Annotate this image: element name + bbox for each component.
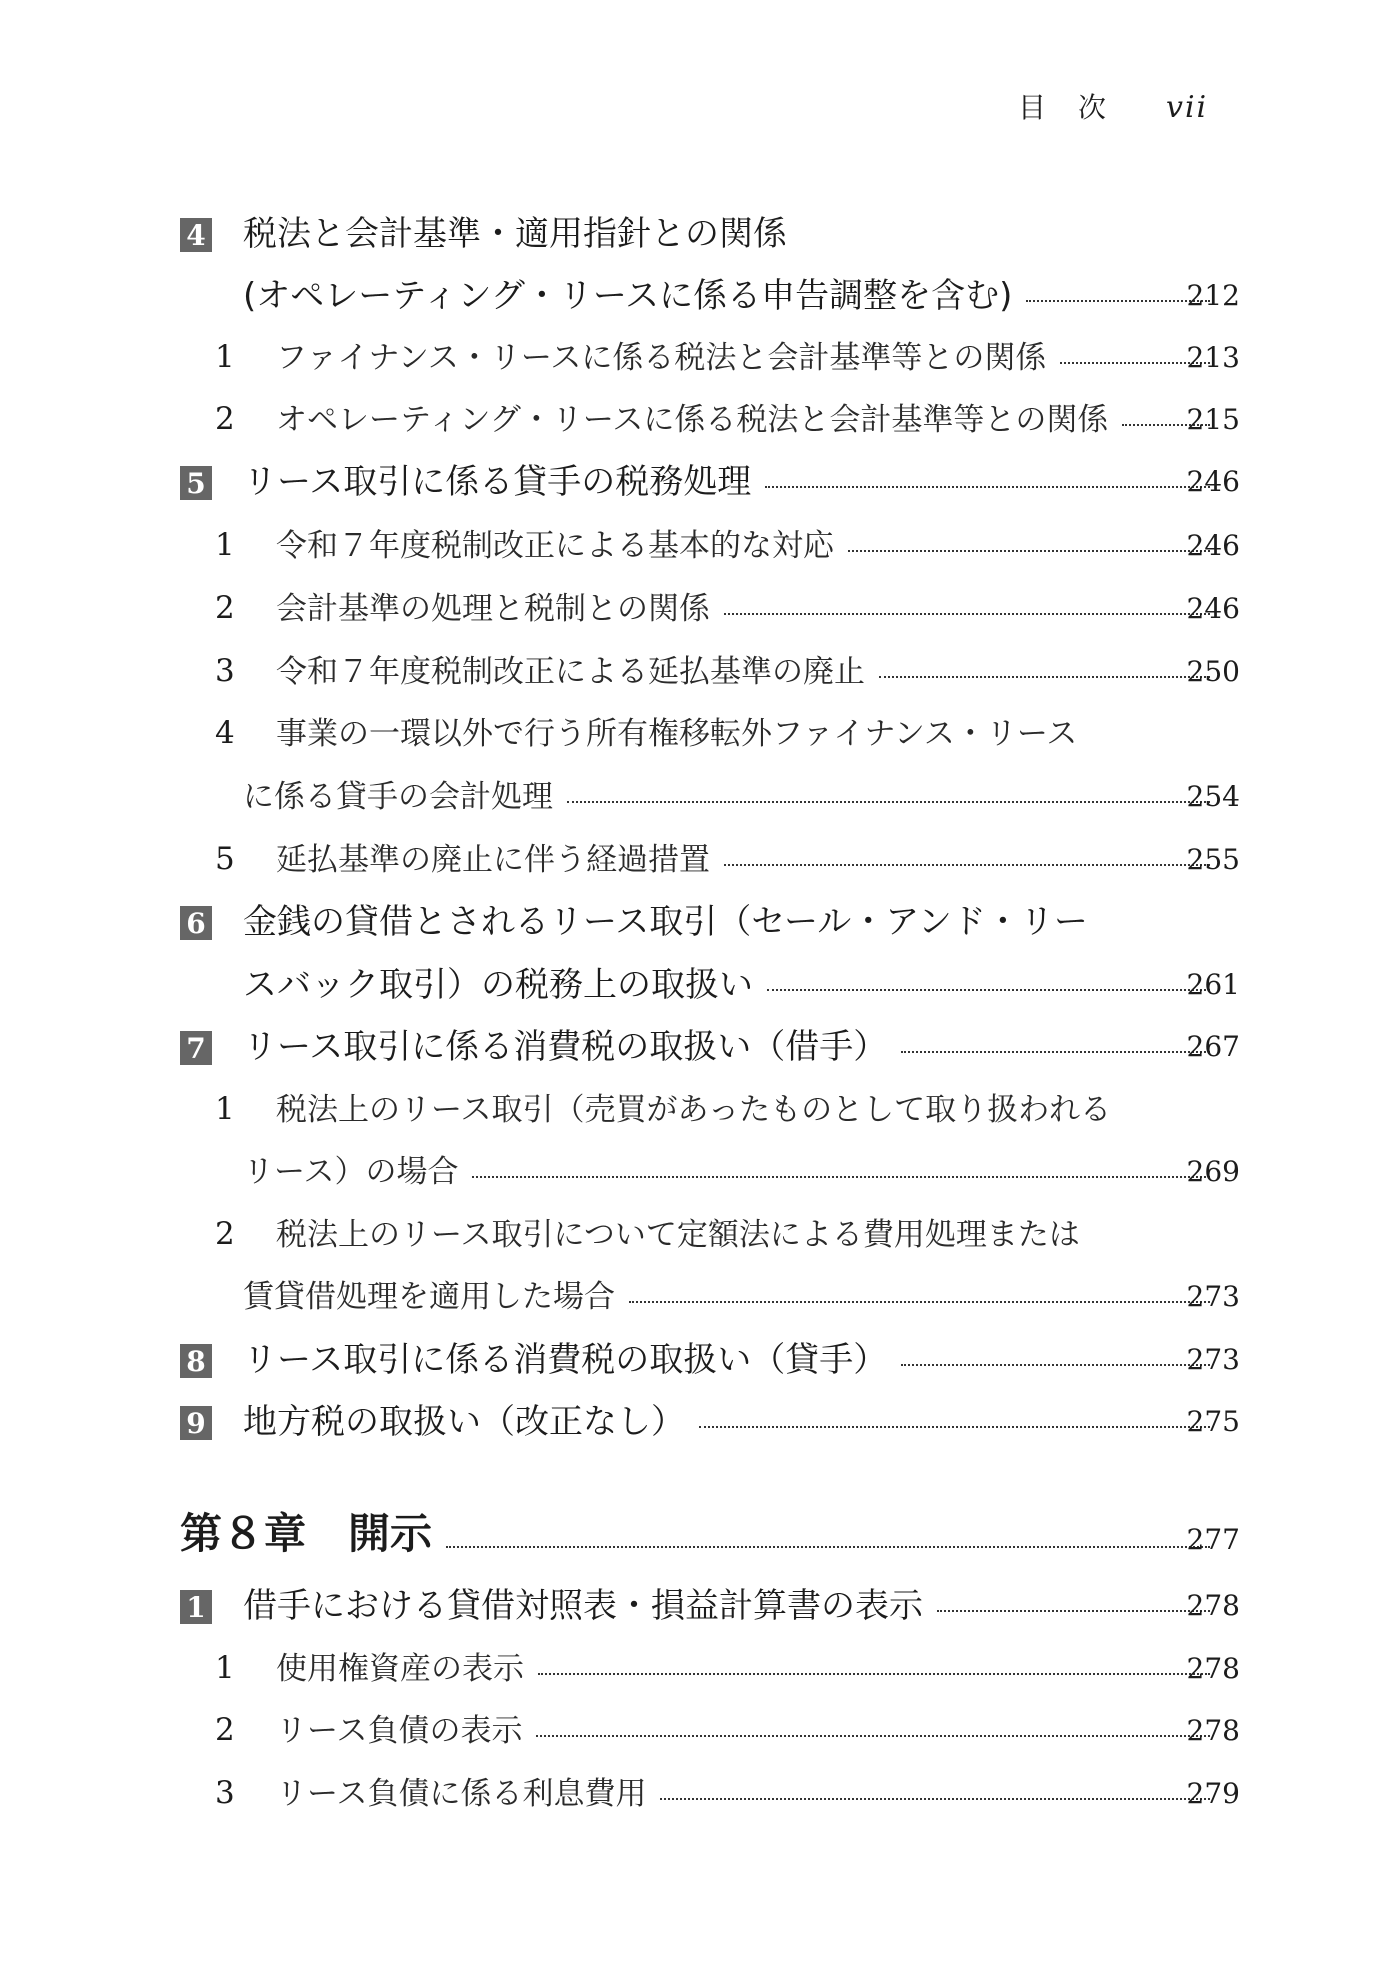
page-number: 250 — [1186, 655, 1240, 688]
toc-entry[interactable] — [0, 334, 1400, 384]
section-number-box: 1 — [180, 1590, 212, 1624]
page-folio: vii — [1166, 90, 1209, 125]
toc-entry[interactable] — [0, 1273, 1400, 1323]
entry-title: 会計基準の処理と税制との関係 — [276, 591, 710, 627]
page-number: 278 — [1186, 1589, 1240, 1622]
dot-leader — [536, 1735, 1210, 1737]
chapter-title: 第８章 開示 — [180, 1509, 433, 1558]
entry-title: リース取引に係る消費税の取扱い（借手） — [243, 1027, 888, 1067]
page-number: 278 — [1186, 1652, 1240, 1685]
subsection-number: 1 — [215, 1650, 235, 1686]
toc-entry[interactable] — [0, 1086, 1400, 1136]
toc-entry[interactable] — [0, 1148, 1400, 1198]
dot-leader — [699, 1426, 1210, 1428]
dot-leader — [901, 1364, 1210, 1366]
dot-leader — [901, 1051, 1210, 1053]
section-number-box: 9 — [180, 1406, 212, 1440]
dot-leader — [848, 550, 1210, 552]
entry-title: リース負債に係る利息費用 — [276, 1776, 647, 1812]
section-number-box: 4 — [180, 218, 212, 252]
subsection-number: 1 — [215, 339, 235, 375]
page-number: 213 — [1186, 341, 1240, 374]
page-number: 254 — [1186, 780, 1240, 813]
entry-title: 使用権資産の表示 — [276, 1651, 524, 1687]
page-number: 269 — [1186, 1155, 1240, 1188]
page-number: 255 — [1186, 843, 1240, 876]
entry-title: 事業の一環以外で行う所有権移転外ファイナンス・リース — [276, 716, 1078, 752]
dot-leader — [538, 1673, 1210, 1675]
section-number-box: 6 — [180, 906, 212, 940]
toc-entry[interactable] — [0, 1023, 1400, 1073]
dot-leader — [767, 989, 1210, 991]
section-number-box: 7 — [180, 1031, 212, 1065]
subsection-number: 5 — [215, 841, 235, 877]
dot-leader — [472, 1176, 1210, 1178]
header-label: 目 次 — [1018, 91, 1109, 124]
toc-entry[interactable] — [0, 522, 1400, 572]
page-number: 279 — [1186, 1777, 1240, 1810]
subsection-number: 4 — [215, 715, 235, 751]
toc-entry[interactable] — [0, 1336, 1400, 1386]
toc-entry[interactable] — [0, 1770, 1400, 1820]
dot-leader — [660, 1798, 1210, 1800]
entry-title: 令和７年度税制改正による基本的な対応 — [276, 528, 834, 564]
page-number: 246 — [1186, 592, 1240, 625]
subsection-number: 2 — [215, 1216, 235, 1252]
toc-entry[interactable] — [0, 648, 1400, 698]
entry-title: リース）の場合 — [243, 1154, 459, 1190]
page-number: 267 — [1186, 1030, 1240, 1063]
subsection-number: 3 — [215, 653, 235, 689]
entry-title: リース取引に係る貸手の税務処理 — [243, 462, 752, 502]
entry-title: に係る貸手の会計処理 — [243, 779, 553, 815]
toc-entry[interactable] — [0, 898, 1400, 948]
page-number: 246 — [1186, 465, 1240, 498]
section-number-box: 8 — [180, 1344, 212, 1378]
toc-entry[interactable] — [0, 585, 1400, 635]
subsection-number: 1 — [215, 1091, 235, 1127]
page-number: 275 — [1186, 1405, 1240, 1438]
entry-title: リース負債の表示 — [276, 1713, 523, 1749]
toc-entry[interactable] — [0, 1211, 1400, 1261]
dot-leader — [879, 676, 1210, 678]
entry-title: 令和７年度税制改正による延払基準の廃止 — [276, 654, 865, 690]
subsection-number: 2 — [215, 1712, 235, 1748]
toc-entry[interactable] — [0, 458, 1400, 508]
page-number: 278 — [1186, 1714, 1240, 1747]
entry-title: オペレーティング・リースに係る税法と会計基準等との関係 — [276, 402, 1109, 438]
entry-title: ファイナンス・リースに係る税法と会計基準等との関係 — [276, 340, 1047, 376]
subsection-number: 1 — [215, 527, 235, 563]
entry-title: 税法上のリース取引について定額法による費用処理または — [276, 1217, 1080, 1253]
entry-title: 金銭の貸借とされるリース取引（セール・アンド・リー — [243, 902, 1088, 942]
dot-leader — [629, 1301, 1210, 1303]
entry-title: 借手における貸借対照表・損益計算書の表示 — [243, 1586, 923, 1626]
toc-entry[interactable] — [0, 1707, 1400, 1757]
toc-entry[interactable] — [0, 396, 1400, 446]
dot-leader — [724, 864, 1210, 866]
dot-leader — [765, 486, 1210, 488]
entry-title: スバック取引）の税務上の取扱い — [243, 965, 753, 1005]
dot-leader — [724, 613, 1210, 615]
subsection-number: 2 — [215, 590, 235, 626]
page-number: 273 — [1186, 1280, 1240, 1313]
toc-entry[interactable] — [0, 710, 1400, 760]
toc-entry[interactable] — [0, 1582, 1400, 1632]
entry-title: 税法上のリース取引（売買があったものとして取り扱われる — [276, 1092, 1112, 1128]
toc-entry[interactable] — [0, 961, 1400, 1011]
toc-entry[interactable] — [0, 1398, 1400, 1448]
dot-leader — [567, 801, 1210, 803]
subsection-number: 3 — [215, 1775, 235, 1811]
toc-entry[interactable] — [0, 1645, 1400, 1695]
page-number: 277 — [1186, 1523, 1240, 1556]
page-number: 215 — [1186, 403, 1240, 436]
dot-leader — [937, 1610, 1210, 1612]
toc-entry[interactable] — [0, 272, 1400, 322]
dot-leader — [446, 1546, 1210, 1548]
section-number-box: 5 — [180, 466, 212, 500]
page-number: 246 — [1186, 529, 1240, 562]
entry-title: 賃貸借処理を適用した場合 — [243, 1279, 615, 1315]
entry-title: (オペレーティング・リースに係る申告調整を含む) — [243, 276, 1013, 316]
entry-title: 税法と会計基準・適用指針との関係 — [243, 214, 787, 254]
toc-entry[interactable] — [0, 836, 1400, 886]
entry-title: リース取引に係る消費税の取扱い（貸手） — [243, 1340, 888, 1380]
page-number: 212 — [1186, 279, 1240, 312]
toc-entry[interactable] — [0, 773, 1400, 823]
entry-title: 地方税の取扱い（改正なし） — [243, 1402, 685, 1442]
entry-title: 延払基準の廃止に伴う経過措置 — [276, 842, 710, 878]
page-number: 261 — [1186, 968, 1240, 1001]
subsection-number: 2 — [215, 401, 235, 437]
page-number: 273 — [1186, 1343, 1240, 1376]
toc-entry[interactable] — [0, 1509, 1400, 1566]
toc-entry[interactable] — [0, 210, 1400, 260]
